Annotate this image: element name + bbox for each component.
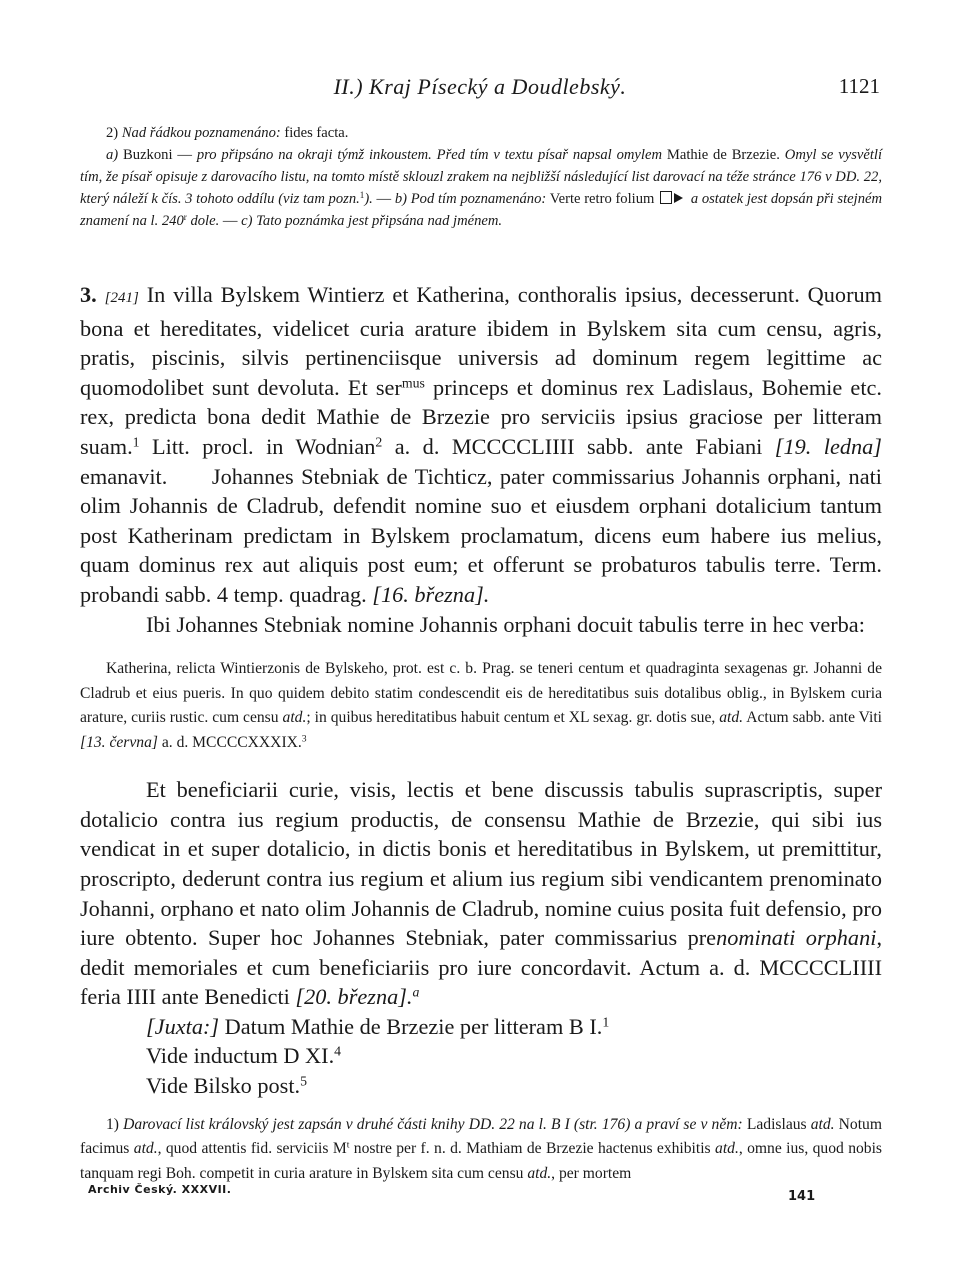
italic-run: atd. [282,709,307,727]
italic-run: atd. [719,709,744,727]
note-a [80,144,882,232]
text-run: Datum Mathie de Brzezie per litteram B I. [224,1013,603,1039]
main-text [80,280,882,1186]
date-gloss: [20. března]. [295,984,413,1010]
note-2 [80,122,882,144]
note-italic: ). [364,191,373,207]
quoted-record [80,657,882,755]
triangle-symbol-icon [674,193,683,203]
footnote-marker: 1) [106,1115,119,1133]
header-page-number: 1121 [838,74,880,98]
footnote-ref: 1 [602,1014,610,1030]
text-run: Ladislaus [746,1115,807,1133]
text-run: , dedit memoriales et cum beneficiariis pro iure concordavit. Actum a. d. MCCCCLIIII feria IIII ante Benedicti [80,925,883,1010]
italic-run: atd. [715,1140,739,1158]
superscript: t [346,1139,350,1151]
entry-paragraph-3 [80,775,882,1012]
text-run: Vide Bilsko post. [146,1073,301,1099]
note-italic: Pod tím poznamenáno: [410,191,547,207]
text-run: Vide inductum D XI. [146,1043,335,1069]
text-run: Johannes Stebniak de Tichticz, pater commissarius Johannis orphani, nati olim Johannis de Cladrub, defendit nomine suo et eiusdem orphani dotalicium tantum post Katherinam predictam in Bylskem proclamatum, dicens eum habere ius melius, quam dominus rex aut aliquis post eum; et offerunt se probaturos tabulis terre. Term. probandi sabb. 4 temp. quadrag. [80,463,882,607]
italic-run: atd. [527,1164,552,1182]
note-italic: pro připsáno na okraji týmž inkoustem. Před tím v textu písař napsal omylem [196,147,662,163]
date-gloss: [19. ledna] [774,433,882,459]
note-marker: c) [241,213,253,229]
footnote-ref: 1 [132,434,140,450]
note-dash: — [376,191,392,207]
note-text: Verte retro folium [549,191,655,207]
superscript: mus [401,375,425,391]
note-dash: — [222,213,238,229]
footnote-ref: 3 [301,733,307,745]
text-run: , omne ius, quod nobis tanquam regi Boh. competit in curia arature in Bylskem sita cum censu [80,1140,882,1182]
footnote-ref: 2 [375,434,383,450]
note-italic: Tato poznámka jest připsána nad jménem. [256,213,503,229]
note-text: Mathie de Brzezie. [666,147,780,163]
text-run: Katherina, relicta Wintierzonis de Bylskeho, prot. est c. b. Prag. se teneri centum et quadraginta sexagenas gr. Johanni de Cladrub et eius pueris. In quo quidem debito statim condescendit eis de hereditatibus suis dotalibus oblig., in Bylskem curia arature, curiis rustic. cum censu [80,660,882,727]
footnote-1 [80,1113,882,1187]
running-header [80,74,880,104]
note-italic: a ostatek jest dopsán při stejném znamení na l. 240 [80,191,883,229]
note-italic: Omyl se vysvětlí tím, že písař opisuje z darovacího listu, na tomto místě sklouzl zrakem na nejbližší následující list darovací na téže stránce 176 v DD. 22, který náleží k čís. 3 tohoto oddílu (viz tam pozn. [80,147,883,207]
note-marker: a) [106,147,119,163]
date-gloss: [16. března]. [372,581,490,607]
note-marker: 2) [106,125,119,141]
vide-line-1 [146,1041,882,1071]
top-notes [80,122,882,232]
italic-run: atd. [810,1115,835,1133]
note-italic: Nad řádkou poznamenáno: [121,125,281,141]
vide-line-2 [146,1071,882,1101]
note-text: Buzkoni — [123,147,192,163]
text-run: nostre per f. n. d. Mathiam de Brzezie hactenus exhibitis [353,1140,711,1158]
folio-ref: [241] [104,290,139,306]
entry-paragraph-1 [80,280,882,610]
note-sup: 1 [359,190,365,201]
entry-number: 3. [80,282,97,307]
note-ref: a [412,984,420,1000]
text-run: , quod attentis fid. serviciis M [157,1140,347,1158]
italic-run: atd. [133,1140,158,1158]
text-run: ; in quibus hereditatibus habuit centum et XL sexag. gr. dotis sue, [306,709,716,727]
text-run: a. d. MCCCCXXXIX. [161,733,302,751]
text-run: Et beneficiarii curie, visis, lectis et bene discussis tabulis suprascriptis, super dotalicio contra ius regium productis, de consensu Mathie de Brzezie, qui sibi ius vendicat in et super dotalicio, in dictis bonis et hereditatibus in Bylskem, ut premittitur, proscripto, dederunt contra ius regium et alium ius regium sibi vendicantem prenominato Johanni, orphano et nato olim Johannis de Cladrub, nomine cuius posita fuit defensio, pro iure obtento. Super hoc Johannes Stebniak, pater commissarius pre [80,777,882,951]
text-run: a. d. MCCCCLIIII sabb. ante Fabiani [394,433,763,459]
text-run: Litt. procl. in Wodnian [152,433,376,459]
note-sup: r [183,212,187,223]
note-text: fides facta. [284,125,349,141]
text-run: Notum facimus [80,1115,882,1158]
juxta-label: [Juxta:] [146,1013,220,1039]
date-gloss: [13. června] [80,733,158,751]
entry-paragraph-2: Ibi Johannes Stebniak nomine Johannis orphani docuit tabulis terre in hec verba: [146,611,865,637]
footnote-ref: 5 [300,1073,308,1089]
text-run: Actum sabb. ante Viti [746,709,882,727]
footnote-ref: 4 [334,1043,342,1059]
juxta-line [146,1012,882,1042]
italic-run: nominati orphani [716,925,877,951]
text-run: princeps et dominus rex Ladislaus, Bohemie etc. rex, predicta bona dedit Mathie de Brzezie pro serviciis ipsius graciose per litteram suam. [80,374,882,459]
header-title: II.) Kraj Písecký a Doudlebský. [333,74,627,99]
text-run: , per mortem [551,1164,632,1182]
note-italic: dole. [190,213,220,229]
text-run: In villa Bylskem Wintierz et Katherina, conthoralis ipsius, decesserunt. Quorum bona et hereditates, videlicet curia arature ibidem in Bylskem sita cum censu, agris, pratis, piscinis, silvis pertinenciisque universis ad dominum regem legittime ac quomodolibet sunt devoluta. Et ser [80,282,882,400]
square-symbol-icon [660,191,672,204]
text-run: emanavit. [80,463,168,489]
signature-mark: Archiv Český. XXXVII. [88,1183,232,1196]
italic-run: Darovací list královský jest zapsán v druhé části knihy DD. 22 na l. B I (str. 176) a praví se v něm: [123,1115,743,1133]
footnotes [80,1113,882,1187]
note-marker: b) [394,191,408,207]
signature-number: 141 [788,1189,816,1204]
